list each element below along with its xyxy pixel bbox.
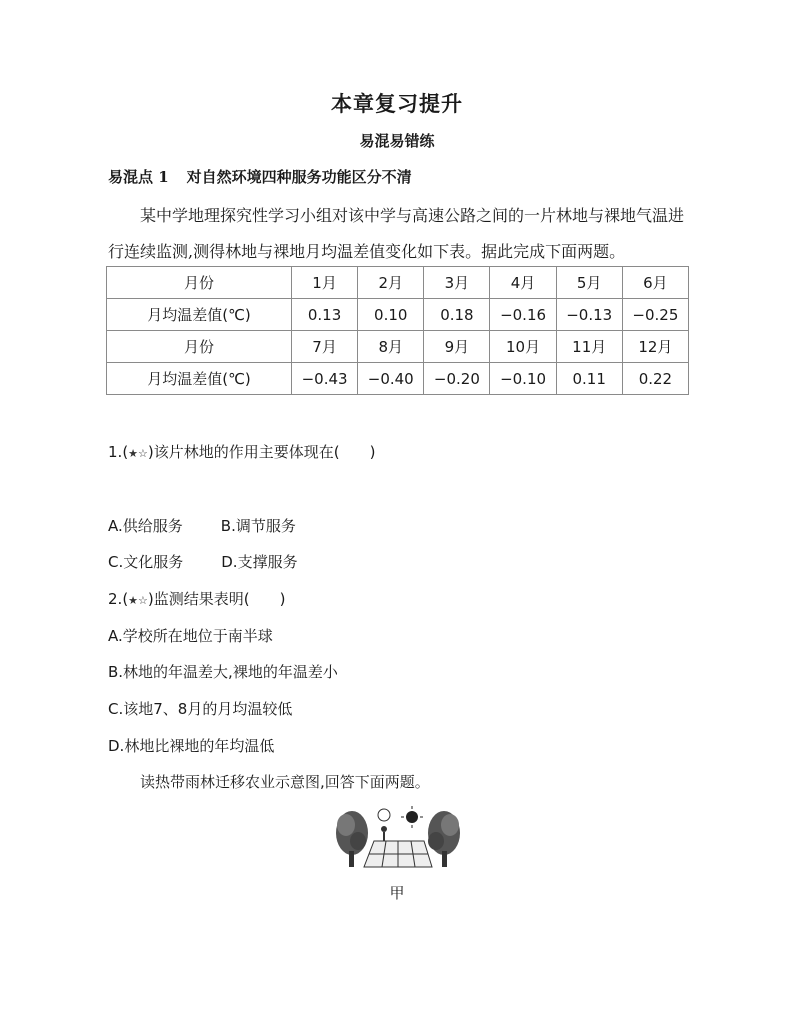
star-rating-icon: ★☆ <box>128 594 148 607</box>
table-cell: 0.18 <box>424 299 490 331</box>
table-cell: 0.13 <box>292 299 358 331</box>
q1-text: 该片林地的作用主要体现在( ) <box>153 443 376 461</box>
table-cell: −0.10 <box>490 363 556 395</box>
left-tree-icon <box>336 811 368 867</box>
table-cell: 3月 <box>424 267 490 299</box>
q1-option-a[interactable]: A.供给服务 <box>108 517 183 535</box>
q1-options-row-1 <box>108 515 296 536</box>
table-row <box>107 363 689 395</box>
q1-options-row-2 <box>108 551 298 572</box>
table-cell: 1月 <box>292 267 358 299</box>
table-cell: 10月 <box>490 331 556 363</box>
question-2: 2.(★☆)监测结果表明( ) <box>108 590 286 608</box>
table-row-header: 月均温差值(℃) <box>107 363 292 395</box>
table-cell: 0.11 <box>556 363 622 395</box>
table-cell: 6月 <box>622 267 688 299</box>
right-tree-icon <box>428 811 460 867</box>
intro-paragraph: 某中学地理探究性学习小组对该中学与高速公路之间的一片林地与裸地气温进行连续监测,测得林地与裸地月均温差值变化如下表。据此完成下面两题。 <box>108 206 685 261</box>
section-text: 对自然环境四种服务功能区分不清 <box>186 168 412 186</box>
table-row-header: 月份 <box>107 267 292 299</box>
table-cell: 2月 <box>358 267 424 299</box>
table-cell: −0.43 <box>292 363 358 395</box>
table-cell: −0.20 <box>424 363 490 395</box>
q2-option-b[interactable]: B.林地的年温差大,裸地的年温差小 <box>108 663 338 681</box>
table-cell: −0.13 <box>556 299 622 331</box>
temperature-table <box>106 266 689 395</box>
page-subtitle: 易混易错练 <box>359 132 435 150</box>
table-cell: 8月 <box>358 331 424 363</box>
table-cell: 7月 <box>292 331 358 363</box>
reading-prompt: 读热带雨林迁移农业示意图,回答下面两题。 <box>140 773 430 791</box>
table-cell: 12月 <box>622 331 688 363</box>
table-row <box>107 267 689 299</box>
table-cell: −0.16 <box>490 299 556 331</box>
q1-option-b[interactable]: B.调节服务 <box>220 517 296 535</box>
table-cell: 5月 <box>556 267 622 299</box>
table-row-header: 月均温差值(℃) <box>107 299 292 331</box>
q1-option-c[interactable]: C.文化服务 <box>108 553 184 571</box>
figure-caption: 甲 <box>389 884 405 902</box>
table-row-header: 月份 <box>107 331 292 363</box>
question-1: 1.(★☆)该片林地的作用主要体现在( ) <box>108 443 376 461</box>
q2-option-a[interactable]: A.学校所在地位于南半球 <box>108 627 273 645</box>
table-cell: 0.10 <box>358 299 424 331</box>
table-cell: 11月 <box>556 331 622 363</box>
q2-number: 2. <box>108 590 123 608</box>
table-cell: 4月 <box>490 267 556 299</box>
table-cell: 9月 <box>424 331 490 363</box>
table-row <box>107 299 689 331</box>
q2-option-d[interactable]: D.林地比裸地的年均温低 <box>108 737 275 755</box>
field-grid-icon <box>364 841 432 867</box>
q1-number: 1. <box>108 443 123 461</box>
q2-text: 监测结果表明( ) <box>153 590 286 608</box>
q2-option-c[interactable]: C.该地7、8月的月均温较低 <box>108 700 293 718</box>
sun-icon <box>401 806 423 828</box>
section-label: 易混点 1 <box>108 168 169 186</box>
table-cell: 0.22 <box>622 363 688 395</box>
table-row <box>107 331 689 363</box>
farmer-icon <box>378 809 390 841</box>
rainforest-farming-illustration <box>334 803 462 873</box>
page-title: 本章复习提升 <box>331 91 463 116</box>
table-cell: −0.25 <box>622 299 688 331</box>
section-heading <box>108 166 412 187</box>
table-cell: −0.40 <box>358 363 424 395</box>
q1-option-d[interactable]: D.支撑服务 <box>221 553 298 571</box>
star-rating-icon: ★☆ <box>128 447 148 460</box>
